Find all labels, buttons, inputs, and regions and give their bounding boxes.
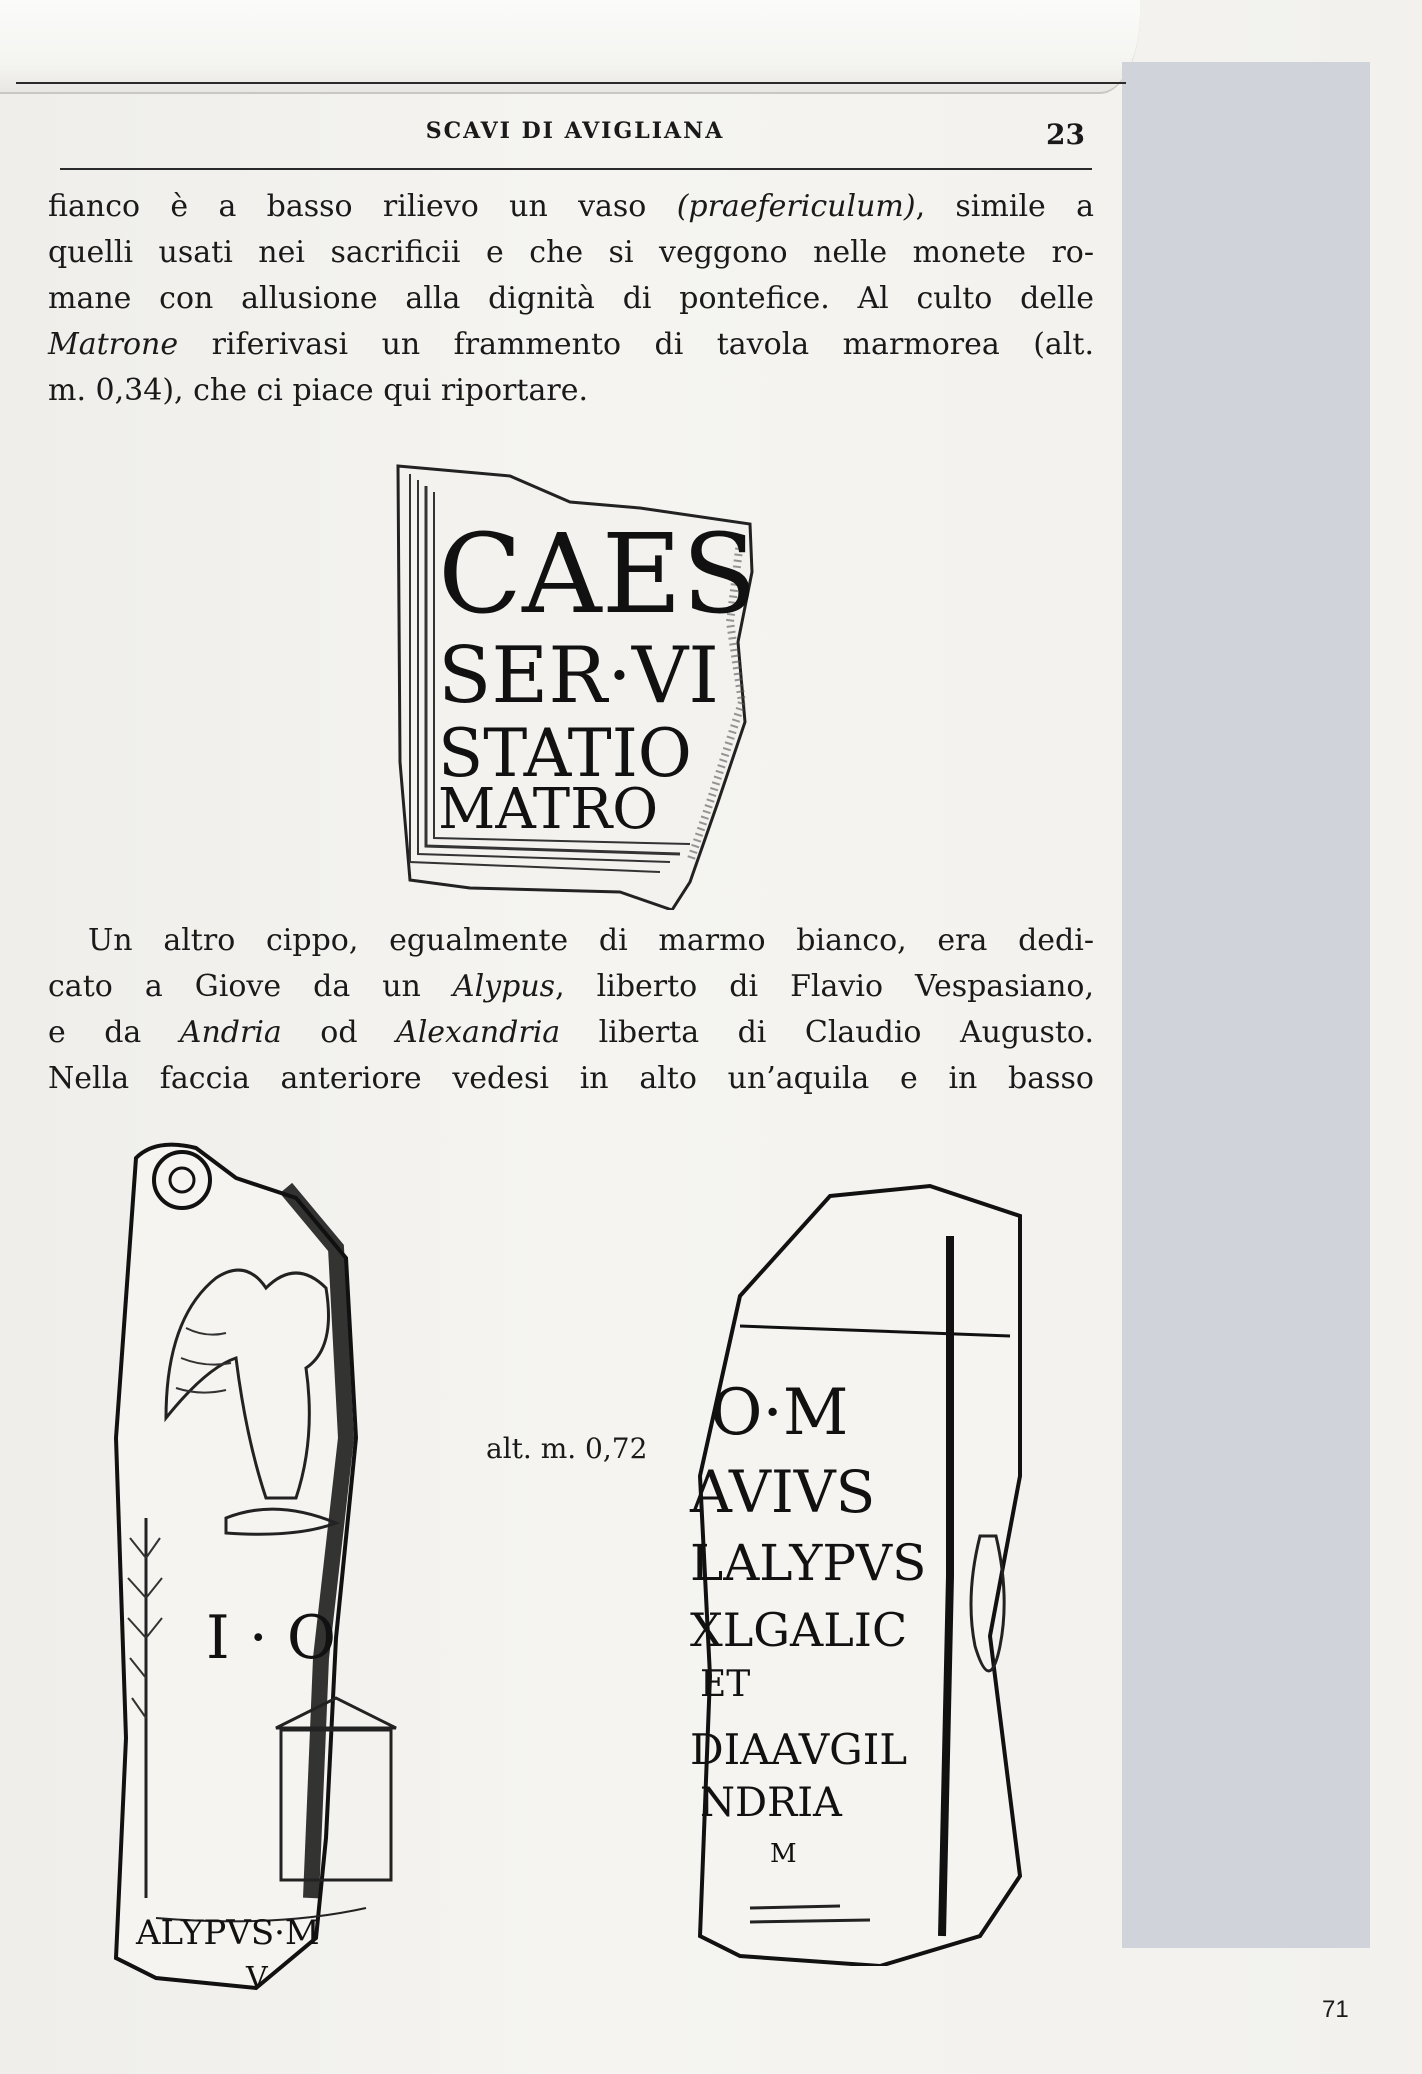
text-line: Un altro cippo, egualmente di marmo bianco, era dedi- bbox=[88, 923, 1094, 958]
paragraph-1 bbox=[48, 184, 1094, 414]
cippus-side-figure bbox=[680, 1176, 1040, 1966]
paragraph-2 bbox=[48, 918, 1094, 1102]
header-rule bbox=[60, 168, 1092, 170]
figure-caption: alt. m. 0,72 bbox=[486, 1432, 648, 1465]
text-line: quelli usati nei sacrificii e che si veggono nelle monete ro- bbox=[48, 235, 1094, 270]
text-line: e da Andria od Alexandria liberta di Claudio Augusto. bbox=[48, 1015, 1094, 1050]
text-line: cato a Giove da un Alypus, liberto di Flavio Vespasiano, bbox=[48, 969, 1094, 1004]
side-inscription-line-2: AVIVS bbox=[690, 1458, 876, 1526]
folio-number: 71 bbox=[1322, 1996, 1349, 2023]
side-inscription-line-8: M bbox=[770, 1839, 797, 1869]
text-line: fianco è a basso rilievo un vaso (praefericulum), simile a bbox=[48, 189, 1094, 224]
text-line: Nella faccia anteriore vedesi in alto un’aquila e in basso bbox=[48, 1061, 1094, 1096]
cippus-front-bottom-line-2: V bbox=[246, 1961, 268, 1996]
side-inscription-line-3: LALYPVS bbox=[690, 1534, 927, 1592]
side-inscription-line-7: NDRIA bbox=[700, 1780, 842, 1826]
gray-margin-band bbox=[1122, 62, 1370, 1948]
folded-page-edge bbox=[0, 0, 1140, 94]
page-number: 23 bbox=[1046, 118, 1085, 151]
inscription-line-3: STATIO bbox=[438, 715, 692, 792]
text-line: mane con allusione alla dignità di pontefice. Al culto delle bbox=[48, 281, 1094, 316]
text-line: Matrone riferivasi un frammento di tavola marmorea (alt. bbox=[48, 327, 1094, 362]
marble-fragment-figure bbox=[390, 462, 760, 910]
top-rule bbox=[16, 82, 1126, 84]
inscription-line-4: MATRO bbox=[438, 777, 659, 842]
text-line: m. 0,34), che ci piace qui riportare. bbox=[48, 373, 588, 408]
cippus-front-bottom-line-1: ALYPVS·M bbox=[136, 1913, 320, 1953]
running-title: SCAVI DI AVIGLIANA bbox=[425, 118, 725, 144]
cippus-front-top-text: I · O bbox=[206, 1603, 337, 1673]
side-inscription-line-1: O·M bbox=[710, 1376, 849, 1450]
cippus-front-figure bbox=[96, 1138, 476, 1998]
side-inscription-line-5: ET bbox=[700, 1664, 751, 1705]
side-inscription-line-6: DIAAVGIL bbox=[690, 1725, 908, 1774]
inscription-line-1: CAES bbox=[438, 510, 758, 638]
inscription-line-2: SER·VI bbox=[438, 631, 720, 721]
side-inscription-line-4: XLGALIC bbox=[690, 1603, 908, 1657]
